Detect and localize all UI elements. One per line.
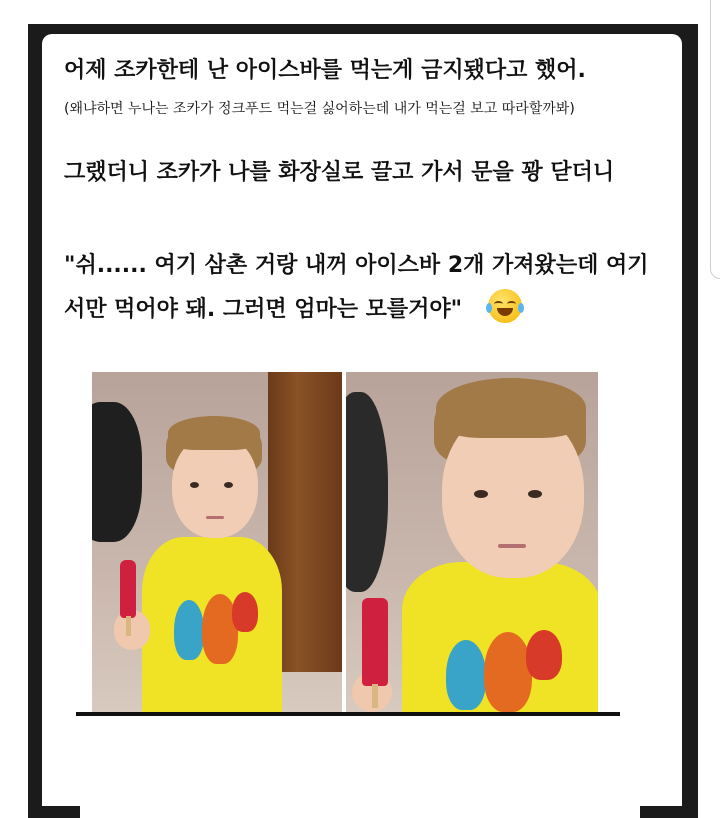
photo-left bbox=[92, 372, 342, 712]
frame-bottom-left bbox=[28, 806, 80, 818]
laughing-with-tears-emoji-icon bbox=[488, 289, 522, 323]
frame-bottom-right bbox=[640, 806, 698, 818]
image-baseline bbox=[76, 712, 620, 716]
post-note: (왜냐하면 누나는 조카가 정크푸드 먹는걸 싫어하는데 내가 먹는걸 보고 따라할까봐) bbox=[64, 101, 575, 117]
post-line-3-text: "쉬...... 여기 삼촌 거랑 내꺼 아이스바 2개 가져왔는데 여기서만 먹어야 돼. 그러면 엄마는 모를거야" bbox=[64, 253, 649, 322]
post-line-3 bbox=[64, 244, 664, 332]
side-panel-edge bbox=[710, 0, 720, 279]
photo-right bbox=[346, 372, 598, 712]
post-line-1: 어제 조카한테 난 아이스바를 먹는게 금지됐다고 했어. bbox=[64, 58, 586, 83]
post-line-2: 그랬더니 조카가 나를 화장실로 끌고 가서 문을 꽝 닫더니 bbox=[64, 160, 615, 185]
